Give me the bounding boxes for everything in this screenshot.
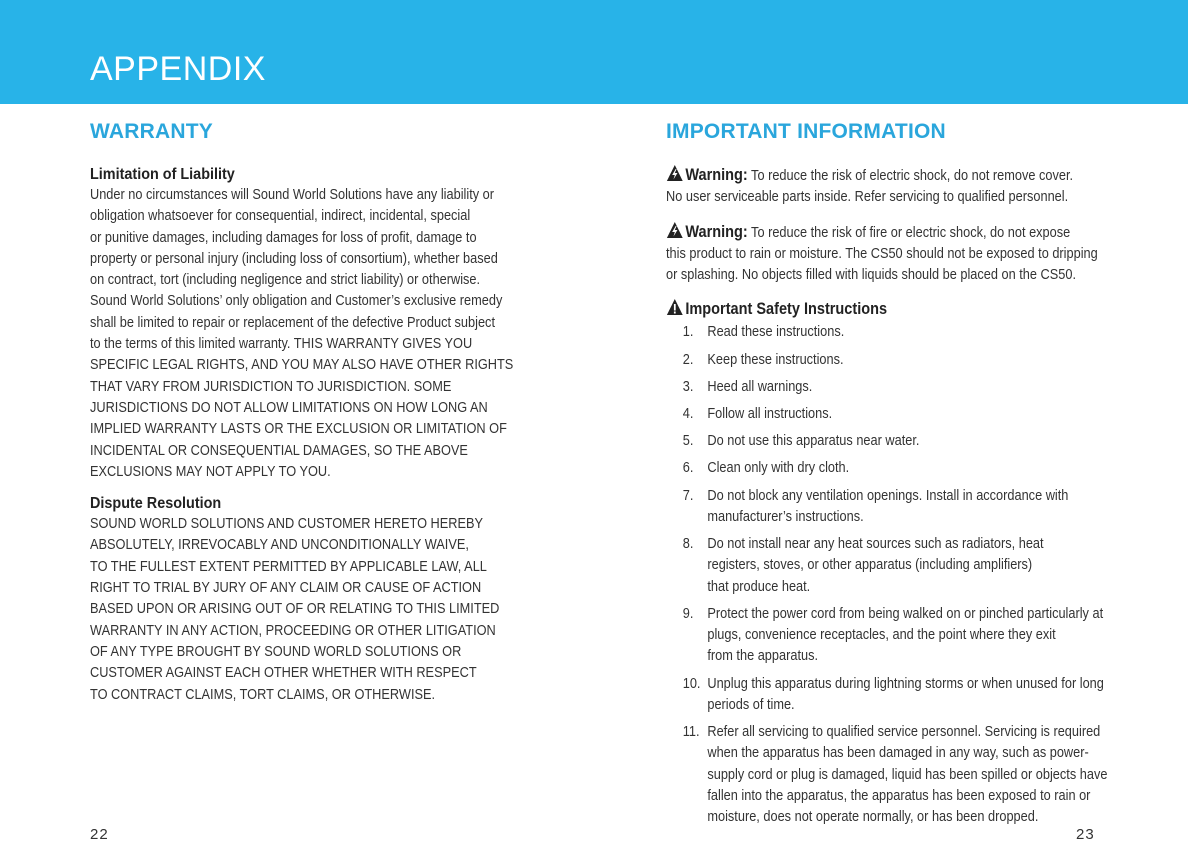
- list-item-number: 8.: [682, 536, 694, 553]
- list-item-number: 3.: [682, 378, 694, 395]
- list-item-text: when the apparatus has been damaged in any way, such as power-: [707, 745, 1089, 762]
- lightning-warning-icon: [666, 221, 684, 239]
- warning-text-line: this product to rain or moisture. The CS50 should not be exposed to dripping: [666, 245, 1098, 262]
- text-line: SPECIFIC LEGAL RIGHTS, AND YOU MAY ALSO HAVE OTHER RIGHTS: [90, 357, 514, 374]
- text-line: THAT VARY FROM JURISDICTION TO JURISDICTION. SOME: [90, 378, 452, 395]
- important-info-column: [666, 120, 1136, 835]
- text-line: INCIDENTAL OR CONSEQUENTIAL DAMAGES, SO THE ABOVE: [90, 442, 468, 459]
- list-item-text: plugs, convenience receptacles, and the point where they exit: [707, 627, 1056, 644]
- text-line: WARRANTY IN ANY ACTION, PROCEEDING OR OTHER LITIGATION: [90, 622, 496, 639]
- list-item-text: Clean only with dry cloth.: [707, 460, 850, 477]
- text-line: JURISDICTIONS DO NOT ALLOW LIMITATIONS ON HOW LONG AN: [90, 399, 488, 416]
- list-item-number: 11.: [682, 724, 700, 741]
- list-item-text: periods of time.: [707, 696, 795, 713]
- warning-text-line: or splashing. No objects filled with liquids should be placed on the CS50.: [666, 267, 1076, 284]
- list-item-number: 6.: [682, 460, 694, 477]
- lightning-warning-icon: [666, 164, 684, 182]
- warning-block-1: [666, 164, 1132, 209]
- list-item: [666, 722, 1132, 828]
- text-line: to the terms of this limited warranty. THIS WARRANTY GIVES YOU: [90, 336, 473, 353]
- list-item-text: registers, stoves, or other apparatus (including amplifiers): [707, 557, 1033, 574]
- limitation-section: [90, 164, 560, 483]
- important-info-title: IMPORTANT INFORMATION: [666, 120, 946, 143]
- list-item-text: supply cord or plug is damaged, liquid has been spilled or objects have: [707, 766, 1108, 783]
- safety-instructions-list: [666, 322, 1132, 828]
- dispute-text: [90, 514, 536, 706]
- list-item-text: Unplug this apparatus during lightning storms or when unused for long: [707, 675, 1104, 692]
- limitation-heading: Limitation of Liability: [90, 166, 235, 183]
- text-line: OF ANY TYPE BROUGHT BY SOUND WORLD SOLUTIONS OR: [90, 643, 462, 660]
- text-line: obligation whatsoever for consequential, indirect, incidental, special: [90, 208, 471, 225]
- list-item-text: that produce heat.: [707, 578, 811, 595]
- list-item-text: moisture, does not operate normally, or has been dropped.: [707, 809, 1039, 826]
- safety-heading-text: Important Safety Instructions: [685, 300, 888, 319]
- page-number-left: 22: [90, 826, 109, 843]
- list-item: [666, 604, 1132, 668]
- list-item: [666, 350, 1132, 371]
- warning-label: Warning:: [685, 166, 748, 184]
- header-banner: [0, 0, 1188, 104]
- list-item: [666, 534, 1132, 598]
- text-line: on contract, tort (including negligence and strict liability) or otherwise.: [90, 272, 481, 289]
- list-item-text: Heed all warnings.: [707, 378, 813, 395]
- text-line: CUSTOMER AGAINST EACH OTHER WHETHER WITH RESPECT: [90, 665, 477, 682]
- list-item-number: 2.: [682, 351, 694, 368]
- warranty-title: WARRANTY: [90, 120, 213, 143]
- list-item-text: Do not use this apparatus near water.: [707, 433, 920, 450]
- list-item: [666, 377, 1132, 398]
- list-item-number: 7.: [682, 487, 694, 504]
- safety-instructions-heading: [666, 298, 1080, 320]
- text-line: ABSOLUTELY, IRREVOCABLY AND UNCONDITIONALLY WAIVE,: [90, 537, 469, 554]
- list-item: [666, 486, 1132, 529]
- list-item-text: Refer all servicing to qualified service personnel. Servicing is required: [707, 724, 1101, 741]
- list-item-text: Follow all instructions.: [707, 406, 833, 423]
- list-item: [666, 674, 1132, 717]
- text-line: SOUND WORLD SOLUTIONS AND CUSTOMER HERETO HEREBY: [90, 516, 484, 533]
- text-line: TO THE FULLEST EXTENT PERMITTED BY APPLICABLE LAW, ALL: [90, 558, 487, 575]
- list-item-text: manufacturer’s instructions.: [707, 508, 864, 525]
- warning-text-line: No user serviceable parts inside. Refer servicing to qualified personnel.: [666, 189, 1069, 206]
- list-item-text: Keep these instructions.: [707, 351, 844, 368]
- text-line: BASED UPON OR ARISING OUT OF OR RELATING TO THIS LIMITED: [90, 601, 500, 618]
- list-item-text: Read these instructions.: [707, 324, 845, 341]
- list-item-text: Protect the power cord from being walked on or pinched particularly at: [707, 605, 1104, 622]
- list-item: [666, 431, 1132, 452]
- warning-block-2: [666, 221, 1132, 287]
- list-item: [666, 458, 1132, 479]
- text-line: TO CONTRACT CLAIMS, TORT CLAIMS, OR OTHERWISE.: [90, 686, 436, 703]
- list-item-text: fallen into the apparatus, the apparatus has been exposed to rain or: [707, 788, 1091, 805]
- page-number-right: 23: [1076, 826, 1095, 843]
- text-line: or punitive damages, including damages for loss of profit, damage to: [90, 229, 477, 246]
- warning-label: Warning:: [685, 222, 748, 241]
- text-line: EXCLUSIONS MAY NOT APPLY TO YOU.: [90, 463, 331, 480]
- list-item-text: Do not block any ventilation openings. Install in accordance with: [707, 487, 1069, 504]
- text-line: RIGHT TO TRIAL BY JURY OF ANY CLAIM OR CAUSE OF ACTION: [90, 580, 482, 597]
- list-item-text: from the apparatus.: [707, 648, 819, 665]
- list-item-number: 10.: [682, 675, 701, 692]
- list-item-text: Do not install near any heat sources such as radiators, heat: [707, 536, 1044, 553]
- dispute-heading: Dispute Resolution: [90, 495, 222, 513]
- exclamation-warning-icon: [666, 298, 684, 316]
- list-item-number: 4.: [682, 406, 694, 423]
- warning-text: To reduce the risk of fire or electric shock, do not expose: [751, 224, 1071, 241]
- list-item-number: 9.: [682, 605, 694, 622]
- limitation-text: [90, 185, 536, 483]
- text-line: IMPLIED WARRANTY LASTS OR THE EXCLUSION OR LIMITATION OF: [90, 421, 507, 438]
- text-line: property or personal injury (including loss of consortium), whether based: [90, 250, 498, 267]
- list-item-number: 1.: [682, 324, 694, 341]
- list-item-number: 5.: [682, 433, 694, 450]
- warning-text: To reduce the risk of electric shock, do not remove cover.: [751, 168, 1074, 184]
- text-line: Under no circumstances will Sound World Solutions have any liability or: [90, 187, 495, 203]
- dispute-section: [90, 493, 560, 706]
- warranty-column: [90, 120, 560, 716]
- list-item: [666, 322, 1132, 343]
- list-item: [666, 404, 1132, 425]
- text-line: Sound World Solutions’ only obligation and Customer’s exclusive remedy: [90, 293, 503, 310]
- text-line: shall be limited to repair or replacement of the defective Product subject: [90, 314, 495, 331]
- page-title: APPENDIX: [90, 50, 266, 88]
